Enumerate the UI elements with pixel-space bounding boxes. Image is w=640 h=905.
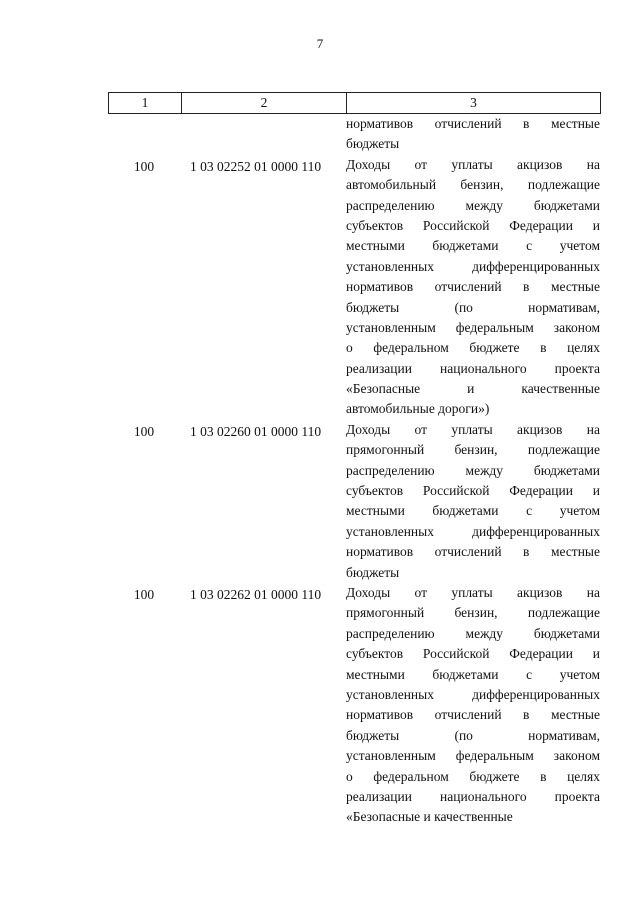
description-line: бюджеты bbox=[346, 564, 400, 580]
description-line: установленным федеральным законом bbox=[346, 748, 600, 764]
page-number: 7 bbox=[316, 36, 324, 51]
description-line: местными бюджетами с учетом bbox=[346, 666, 600, 682]
description-line: субъектов Российской Федерации и bbox=[346, 217, 600, 233]
description-line: о федеральном бюджете в целях bbox=[346, 340, 600, 356]
table-body bbox=[108, 114, 601, 828]
table-row bbox=[108, 420, 601, 583]
budget-code-cell: 1 03 02252 01 0000 110 bbox=[190, 158, 322, 174]
admin-code-cell: 100 bbox=[133, 423, 155, 439]
description-line: бюджеты (по нормативам, bbox=[346, 727, 600, 743]
budget-code-cell: 1 03 02260 01 0000 110 bbox=[190, 423, 322, 439]
description-cell bbox=[344, 420, 600, 583]
description-line: местными бюджетами с учетом bbox=[346, 238, 600, 254]
description-line: Доходы от уплаты акцизов на bbox=[346, 584, 600, 600]
description-line: установленных дифференцированных bbox=[346, 686, 600, 702]
admin-code-cell: 100 bbox=[133, 158, 155, 174]
description-line: местными бюджетами с учетом bbox=[346, 503, 600, 519]
description-line: автомобильные дороги») bbox=[346, 401, 490, 417]
description-line: субъектов Российской Федерации и bbox=[346, 646, 600, 662]
description-line: нормативов отчислений в местные bbox=[346, 544, 600, 560]
description-line: бюджеты (по нормативам, bbox=[346, 299, 600, 315]
description-cell bbox=[344, 114, 600, 155]
table-header bbox=[108, 92, 601, 114]
description-line: нормативов отчислений в местные bbox=[346, 116, 600, 131]
description-line: распределению между бюджетами bbox=[346, 625, 600, 641]
admin-code-cell bbox=[108, 114, 180, 155]
description-line: нормативов отчислений в местные bbox=[346, 707, 600, 723]
budget-code-cell bbox=[180, 114, 344, 155]
table-row bbox=[108, 114, 601, 155]
description-line: Доходы от уплаты акцизов на bbox=[346, 156, 600, 172]
description-line: реализации национального проекта bbox=[346, 788, 600, 804]
description-line: «Безопасные и качественные bbox=[346, 381, 600, 397]
description-line: «Безопасные и качественные bbox=[346, 809, 513, 825]
description-line: прямогонный бензин, подлежащие bbox=[346, 605, 600, 621]
description-line: установленным федеральным законом bbox=[346, 319, 600, 335]
description-line: распределению между бюджетами bbox=[346, 462, 600, 478]
description-line: реализации национального проекта bbox=[346, 360, 600, 376]
header-col-2: 2 bbox=[182, 93, 347, 113]
description-cell bbox=[344, 583, 600, 828]
description-line: прямогонный бензин, подлежащие bbox=[346, 442, 600, 458]
description-line: автомобильный бензин, подлежащие bbox=[346, 177, 600, 193]
description-cell bbox=[344, 155, 600, 420]
description-line: Доходы от уплаты акцизов на bbox=[346, 421, 600, 437]
budget-code-cell: 1 03 02262 01 0000 110 bbox=[190, 586, 322, 602]
description-line: субъектов Российской Федерации и bbox=[346, 483, 600, 499]
description-line: о федеральном бюджете в целях bbox=[346, 768, 600, 784]
description-line: бюджеты bbox=[346, 136, 400, 152]
admin-code-cell: 100 bbox=[133, 586, 155, 602]
table-row bbox=[108, 583, 601, 828]
header-col-1: 1 bbox=[109, 93, 182, 113]
description-line: установленных дифференцированных bbox=[346, 258, 600, 274]
table-row bbox=[108, 155, 601, 420]
description-line: нормативов отчислений в местные bbox=[346, 279, 600, 295]
description-line: распределению между бюджетами bbox=[346, 197, 600, 213]
description-line: установленных дифференцированных bbox=[346, 523, 600, 539]
header-col-3: 3 bbox=[470, 95, 477, 110]
